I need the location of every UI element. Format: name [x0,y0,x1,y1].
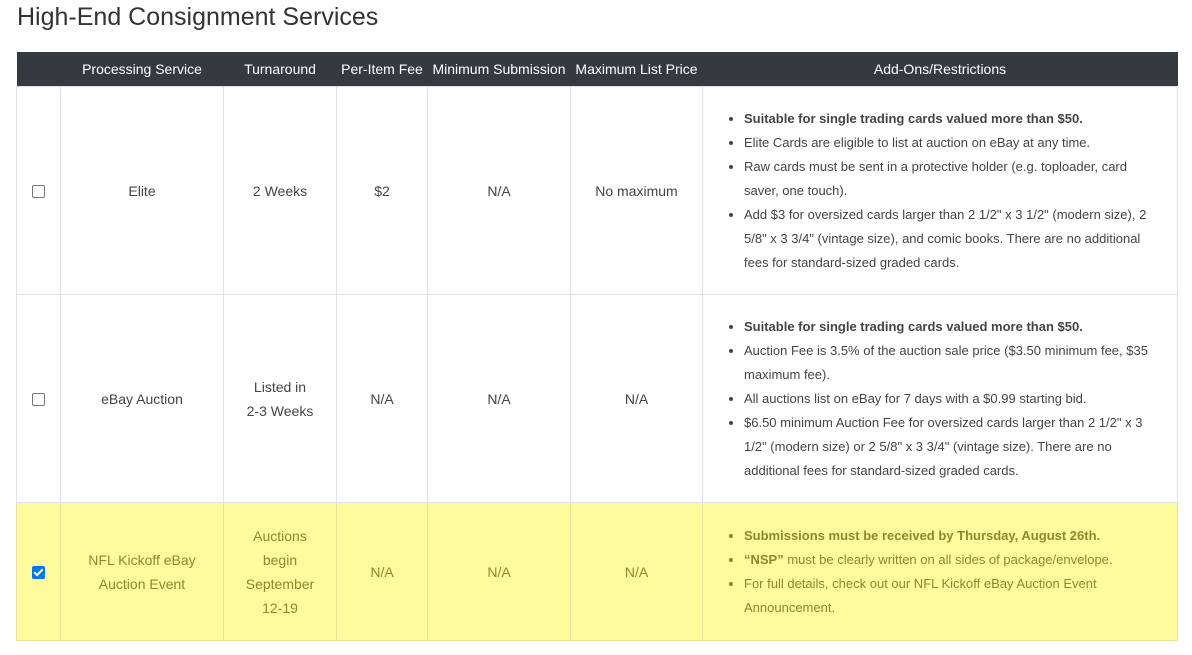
addon-bold-prefix: “NSP” [744,551,784,567]
addon-item: • Auction Fee is 3.5% of the auction sale price ($3.50 minimum fee, $35 maximum fee). [744,339,1165,387]
select-cell[interactable] [17,87,61,295]
table-row[interactable] [17,295,1178,503]
maximum-list-price: No maximum [571,87,703,295]
addon-item: • Suitable for single trading cards valued more than $50. [744,107,1165,131]
addon-item: • Add $3 for oversized cards larger than 2 1/2" x 3 1/2" (modern size), 2 5/8" x 3 3/4" (vintage size), and comic books. There are no additional fees for standard-sized graded cards. [744,203,1165,275]
minimum-submission: N/A [428,295,571,503]
service-name: Elite [61,87,224,295]
header-turnaround: Turnaround [224,52,337,87]
turnaround: Listed in 2-3 Weeks [224,295,337,503]
addons-restrictions [703,503,1178,641]
select-cell[interactable] [17,503,61,641]
addon-item: • Submissions must be received by Thursday, August 26th. [744,524,1165,548]
select-cell[interactable] [17,295,61,503]
service-checkbox-elite[interactable] [32,185,45,198]
header-addons-restrictions: Add-Ons/Restrictions [703,52,1178,87]
addon-item-nsp: • “NSP” must be clearly written on all sides of package/envelope. [744,548,1165,572]
per-item-fee: N/A [337,295,428,503]
service-name: eBay Auction [61,295,224,503]
addons-list [717,107,1165,275]
addon-item: • Suitable for single trading cards valued more than $50. [744,315,1165,339]
service-checkbox-nfl-kickoff[interactable] [32,566,45,579]
consignment-services-table [16,52,1178,641]
turnaround: Auctions begin September 12-19 [224,503,337,641]
page-title: High-End Consignment Services [17,3,379,31]
table-row[interactable] [17,87,1178,295]
service-checkbox-ebay-auction[interactable] [32,393,45,406]
minimum-submission: N/A [428,503,571,641]
per-item-fee: N/A [337,503,428,641]
addon-item: • $6.50 minimum Auction Fee for oversized cards larger than 2 1/2" x 3 1/2" (modern size) or 2 5/8" x 3 3/4" (vintage size). There are no additional fees for standard-sized graded cards. [744,411,1165,483]
header-minimum-submission: Minimum Submission [428,52,571,87]
addons-restrictions [703,87,1178,295]
minimum-submission: N/A [428,87,571,295]
header-select [17,52,61,87]
header-row [17,52,1178,87]
table-row-selected[interactable] [17,503,1178,641]
addon-item-announcement-link[interactable]: • For full details, check out our NFL Kickoff eBay Auction Event Announcement. [744,572,1165,620]
per-item-fee: $2 [337,87,428,295]
addon-item: • All auctions list on eBay for 7 days with a $0.99 starting bid. [744,387,1165,411]
header-maximum-list-price: Maximum List Price [571,52,703,87]
addons-list [717,315,1165,483]
addon-item: • Elite Cards are eligible to list at auction on eBay at any time. [744,131,1165,155]
turnaround: 2 Weeks [224,87,337,295]
header-per-item-fee: Per-Item Fee [337,52,428,87]
addons-restrictions [703,295,1178,503]
addons-list [717,524,1165,620]
maximum-list-price: N/A [571,503,703,641]
header-processing-service: Processing Service [61,52,224,87]
maximum-list-price: N/A [571,295,703,503]
service-name: NFL Kickoff eBay Auction Event [61,503,224,641]
addon-item: • Raw cards must be sent in a protective holder (e.g. toploader, card saver, one touch). [744,155,1165,203]
